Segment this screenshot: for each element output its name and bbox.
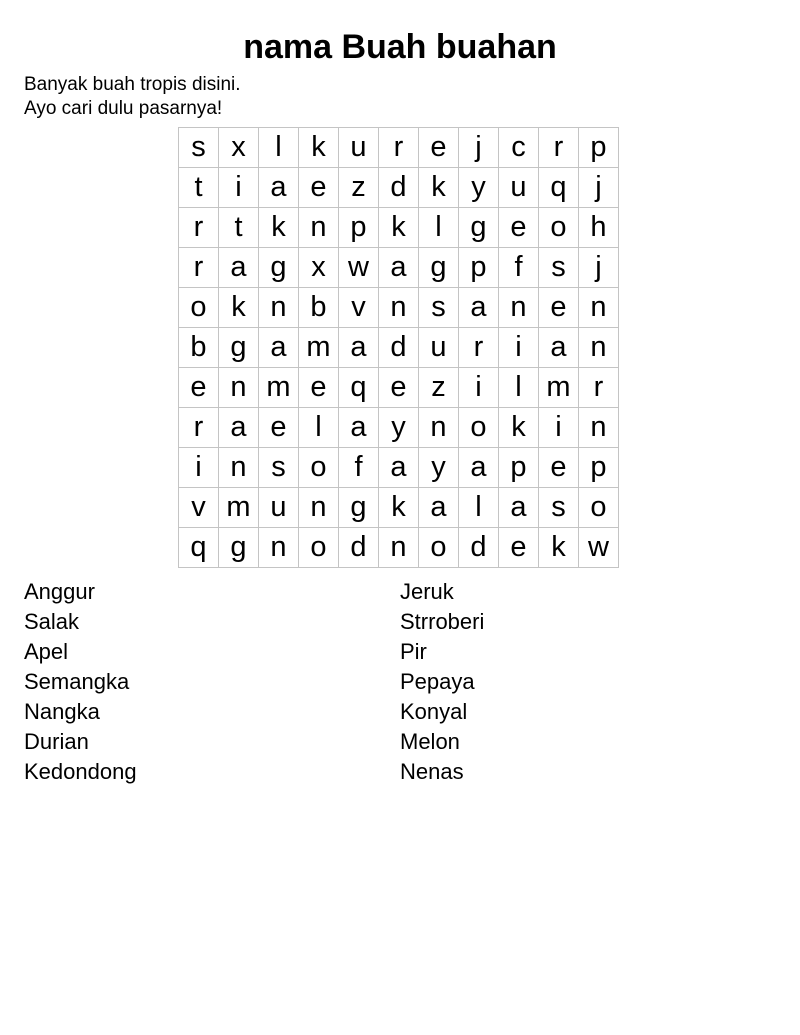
grid-cell: r	[459, 328, 499, 368]
grid-cell: u	[339, 128, 379, 168]
grid-cell: k	[299, 128, 339, 168]
grid-cell: l	[299, 408, 339, 448]
grid-cell: n	[419, 408, 459, 448]
grid-cell: d	[379, 328, 419, 368]
grid-cell: s	[419, 288, 459, 328]
grid-cell: o	[419, 528, 459, 568]
word-list-column-1	[24, 577, 137, 787]
grid-cell: y	[459, 168, 499, 208]
grid-cell: m	[299, 328, 339, 368]
grid-cell: n	[579, 408, 619, 448]
grid-cell: e	[419, 128, 459, 168]
grid-cell: n	[579, 328, 619, 368]
grid-cell: l	[499, 368, 539, 408]
grid-cell: l	[459, 488, 499, 528]
grid-cell: n	[379, 528, 419, 568]
word-list-item: Apel	[24, 639, 69, 664]
grid-cell: k	[499, 408, 539, 448]
word-list-item: Nangka	[24, 699, 100, 724]
grid-cell: r	[179, 208, 219, 248]
grid-cell: k	[539, 528, 579, 568]
grid-cell: m	[259, 368, 299, 408]
grid-cell: c	[499, 128, 539, 168]
word-list-item: Salak	[24, 609, 80, 634]
grid-cell: n	[299, 208, 339, 248]
word-list-item: Jeruk	[400, 579, 454, 604]
word-list-item: Semangka	[24, 669, 130, 694]
grid-cell: i	[459, 368, 499, 408]
grid-cell: o	[459, 408, 499, 448]
word-list-item: Anggur	[24, 579, 95, 604]
instruction-line-2: Ayo cari dulu pasarnya!	[24, 98, 223, 119]
grid-cell: r	[579, 368, 619, 408]
grid-cell: n	[219, 368, 259, 408]
grid-cell: w	[579, 528, 619, 568]
grid-cell: d	[379, 168, 419, 208]
grid-cell: e	[539, 288, 579, 328]
grid-cell: a	[459, 288, 499, 328]
grid-cell: a	[499, 488, 539, 528]
grid-cell: n	[259, 528, 299, 568]
grid-cell: x	[219, 128, 259, 168]
puzzle-instructions	[24, 73, 241, 121]
grid-cell: g	[259, 248, 299, 288]
grid-cell: n	[379, 288, 419, 328]
grid-cell: t	[179, 168, 219, 208]
grid-cell: a	[259, 328, 299, 368]
word-list-item: Pepaya	[400, 669, 475, 694]
grid-cell: k	[259, 208, 299, 248]
word-list-item: Pir	[400, 639, 427, 664]
grid-cell: a	[339, 328, 379, 368]
grid-cell: x	[299, 248, 339, 288]
grid-cell: k	[379, 488, 419, 528]
grid-cell: o	[179, 288, 219, 328]
grid-cell: e	[299, 168, 339, 208]
grid-cell: l	[419, 208, 459, 248]
grid-cell: i	[179, 448, 219, 488]
grid-cell: v	[179, 488, 219, 528]
grid-cell: e	[299, 368, 339, 408]
grid-cell: a	[379, 248, 419, 288]
grid-cell: j	[579, 168, 619, 208]
grid-cell: u	[259, 488, 299, 528]
grid-cell: n	[299, 488, 339, 528]
grid-cell: p	[459, 248, 499, 288]
grid-cell: j	[459, 128, 499, 168]
grid-cell: u	[499, 168, 539, 208]
grid-cell: r	[539, 128, 579, 168]
grid-cell: w	[339, 248, 379, 288]
grid-cell: q	[539, 168, 579, 208]
grid-cell: e	[499, 528, 539, 568]
grid-cell: p	[579, 448, 619, 488]
grid-cell: e	[259, 408, 299, 448]
grid-cell: y	[419, 448, 459, 488]
grid-cell: l	[259, 128, 299, 168]
word-list-item: Strroberi	[400, 609, 485, 634]
grid-cell: s	[259, 448, 299, 488]
grid-cell: o	[539, 208, 579, 248]
page-title: nama Buah buahan	[243, 28, 557, 66]
grid-cell: v	[339, 288, 379, 328]
grid-cell: n	[499, 288, 539, 328]
grid-cell: a	[379, 448, 419, 488]
grid-cell: s	[539, 488, 579, 528]
grid-cell: m	[219, 488, 259, 528]
grid-cell: u	[419, 328, 459, 368]
grid-cell: f	[499, 248, 539, 288]
word-list-column-2	[400, 577, 484, 787]
grid-cell: o	[299, 448, 339, 488]
grid-cell: e	[539, 448, 579, 488]
word-list-item: Kedondong	[24, 759, 137, 784]
grid-cell: r	[179, 248, 219, 288]
grid-cell: s	[539, 248, 579, 288]
grid-cell: p	[499, 448, 539, 488]
grid-cell: a	[419, 488, 459, 528]
grid-cell: d	[339, 528, 379, 568]
grid-cell: b	[179, 328, 219, 368]
grid-cell: h	[579, 208, 619, 248]
grid-cell: e	[179, 368, 219, 408]
word-list-item: Nenas	[400, 759, 464, 784]
grid-cell: a	[259, 168, 299, 208]
grid-cell: e	[379, 368, 419, 408]
grid-cell: i	[219, 168, 259, 208]
grid-cell: n	[219, 448, 259, 488]
grid-cell: q	[179, 528, 219, 568]
word-list-item: Melon	[400, 729, 460, 754]
grid-cell: g	[339, 488, 379, 528]
grid-cell: a	[219, 248, 259, 288]
grid-cell: k	[219, 288, 259, 328]
grid-cell: q	[339, 368, 379, 408]
grid-cell: i	[499, 328, 539, 368]
grid-cell: f	[339, 448, 379, 488]
grid-cell: t	[219, 208, 259, 248]
grid-cell: g	[219, 528, 259, 568]
grid-cell: p	[339, 208, 379, 248]
grid-cell: z	[419, 368, 459, 408]
grid-cell: o	[299, 528, 339, 568]
grid-cell: a	[539, 328, 579, 368]
grid-cell: o	[579, 488, 619, 528]
grid-cell: m	[539, 368, 579, 408]
grid-cell: a	[459, 448, 499, 488]
grid-cell: p	[579, 128, 619, 168]
grid-cell: k	[379, 208, 419, 248]
word-list-item: Konyal	[400, 699, 468, 724]
grid-cell: r	[379, 128, 419, 168]
grid-cell: s	[179, 128, 219, 168]
grid-cell: g	[219, 328, 259, 368]
instruction-line-1: Banyak buah tropis disini.	[24, 74, 241, 95]
grid-cell: n	[579, 288, 619, 328]
grid-cell: y	[379, 408, 419, 448]
grid-cell: b	[299, 288, 339, 328]
word-list-item: Durian	[24, 729, 89, 754]
grid-cell: g	[459, 208, 499, 248]
grid-cell: a	[219, 408, 259, 448]
grid-cell: r	[179, 408, 219, 448]
grid-cell: e	[499, 208, 539, 248]
grid-cell: j	[579, 248, 619, 288]
grid-cell: a	[339, 408, 379, 448]
grid-cell: k	[419, 168, 459, 208]
grid-cell: i	[539, 408, 579, 448]
grid-cell: z	[339, 168, 379, 208]
grid-cell: d	[459, 528, 499, 568]
grid-cell: n	[259, 288, 299, 328]
grid-cell: g	[419, 248, 459, 288]
word-search-grid	[178, 127, 619, 568]
